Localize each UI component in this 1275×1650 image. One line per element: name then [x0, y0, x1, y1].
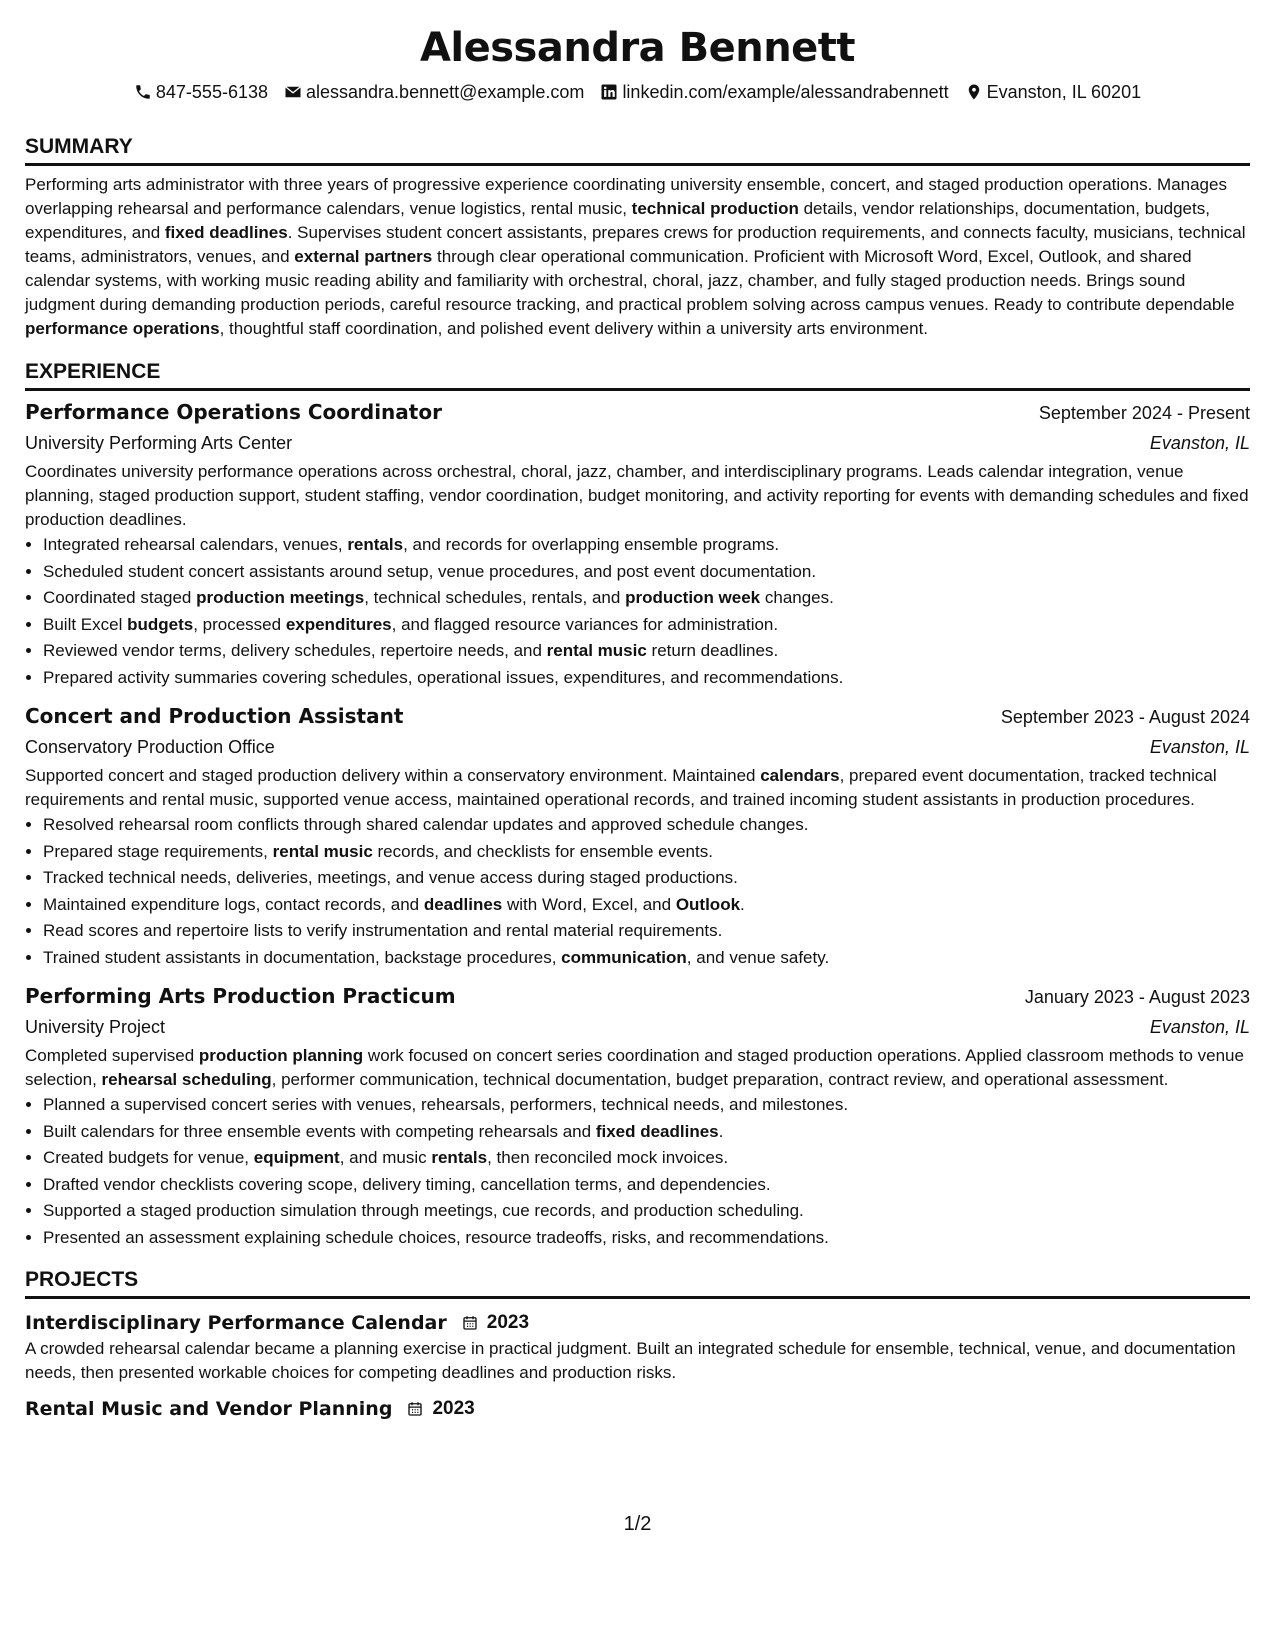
job-bullets — [25, 1092, 1250, 1251]
job-organization: Conservatory Production Office — [25, 737, 275, 757]
candidate-name: Alessandra Bennett — [419, 25, 856, 71]
experience-section — [25, 359, 1250, 1251]
job-dates: September 2024 - Present — [1038, 403, 1250, 423]
job-organization: University Project — [25, 1017, 166, 1037]
job-entry — [25, 701, 1250, 971]
resume-page — [25, 0, 1250, 1650]
envelope-icon — [284, 83, 302, 101]
list-item: • Built calendars for three ensemble events with competing rehearsals and fixed deadlines. — [43, 1119, 1250, 1146]
contact-email[interactable] — [284, 80, 584, 104]
list-item: • Presented an assessment explaining schedule choices, resource tradeoffs, risks, and recommendations. — [43, 1225, 1250, 1252]
project-title: Rental Music and Vendor Planning — [25, 1398, 393, 1420]
project-description: A crowded rehearsal calendar became a planning exercise in practical judgment. Built an integrated schedule for ensemble, technical, venue, and documentation needs, then presented workable choices for competing deadlines and production risks. — [25, 1339, 1236, 1382]
calendar-icon — [461, 1314, 479, 1332]
list-item: • Reviewed vendor terms, delivery schedules, repertoire needs, and rental music return deadlines. — [43, 638, 1250, 665]
job-location: Evanston, IL — [1149, 1017, 1250, 1037]
summary-text: Performing arts administrator with three years of progressive experience coordinating university ensemble, concert, and staged production operations. Manages overlapping rehearsal and performance calendars, venue logistics, rental music, technical production details, vendor relationships, documentation, budgets, expenditures, and fixed deadlines. Supervises student concert assistants, prepares crews for production requirements, and connects faculty, musicians, technical teams, administrators, venues, and external partners through clear operational communication. Proficient with Microsoft Word, Excel, Outlook, and shared calendar systems, with working music reading ability and familiarity with orchestral, choral, jazz, chamber, and fully staged production needs. Brings sound judgment during demanding production periods, careful resource tracking, and practical problem solving across campus venues. Ready to contribute dependable performance operations, thoughtful staff coordination, and polished event delivery within a university arts environment. — [25, 175, 1246, 338]
location-text: Evanston, IL 60201 — [986, 82, 1142, 102]
job-title: Concert and Production Assistant — [25, 704, 404, 728]
list-item: • Coordinated staged production meetings, technical schedules, rentals, and production week changes. — [43, 585, 1250, 612]
list-item: • Trained student assistants in documentation, backstage procedures, communication, and venue safety. — [43, 945, 1250, 972]
job-entry — [25, 981, 1250, 1251]
projects-heading: PROJECTS — [25, 1267, 1250, 1299]
summary-heading: SUMMARY — [25, 134, 1250, 166]
job-entry — [25, 397, 1250, 691]
job-location: Evanston, IL — [1149, 737, 1250, 757]
job-dates: January 2023 - August 2023 — [1024, 987, 1250, 1007]
phone-text: 847-555-6138 — [155, 82, 268, 102]
contact-phone — [134, 80, 268, 104]
list-item: • Planned a supervised concert series with venues, rehearsals, performers, technical needs, and milestones. — [43, 1092, 1250, 1119]
list-item: • Drafted vendor checklists covering scope, delivery timing, cancellation terms, and dependencies. — [43, 1172, 1250, 1199]
project-header — [25, 1395, 1250, 1423]
phone-icon — [134, 83, 152, 101]
list-item: • Prepared stage requirements, rental music records, and checklists for ensemble events. — [43, 839, 1250, 866]
list-item: • Supported a staged production simulation through meetings, cue records, and production scheduling. — [43, 1198, 1250, 1225]
contact-linkedin[interactable] — [600, 80, 948, 104]
project-header — [25, 1309, 1250, 1337]
job-title: Performing Arts Production Practicum — [25, 984, 456, 1008]
calendar-icon — [406, 1400, 424, 1418]
page-number: 1/2 — [623, 1513, 652, 1535]
job-organization: University Performing Arts Center — [25, 433, 293, 453]
map-pin-icon — [965, 83, 983, 101]
list-item: • Integrated rehearsal calendars, venues, rentals, and records for overlapping ensemble programs. — [43, 532, 1250, 559]
experience-heading: EXPERIENCE — [25, 359, 1250, 391]
list-item: • Maintained expenditure logs, contact records, and deadlines with Word, Excel, and Outlook. — [43, 892, 1250, 919]
contact-location — [965, 80, 1141, 104]
job-description: Coordinates university performance operations across orchestral, choral, jazz, chamber, and interdisciplinary programs. Leads calendar integration, venue planning, staged production support, student staffing, vendor coordination, budget monitoring, and activity reporting for events with demanding schedules and fixed production deadlines. — [25, 462, 1249, 529]
list-item: • Built Excel budgets, processed expenditures, and flagged resource variances for administration. — [43, 612, 1250, 639]
project-title: Interdisciplinary Performance Calendar — [25, 1312, 447, 1334]
list-item: • Tracked technical needs, deliveries, meetings, and venue access during staged productions. — [43, 865, 1250, 892]
job-location: Evanston, IL — [1149, 433, 1250, 453]
project-year: 2023 — [486, 1312, 530, 1333]
linkedin-text[interactable]: linkedin.com/example/alessandrabennett — [622, 82, 949, 102]
email-text[interactable]: alessandra.bennett@example.com — [306, 82, 585, 102]
job-bullets — [25, 532, 1250, 691]
job-description: Completed supervised production planning work focused on concert series coordination and staged production operations. Applied classroom methods to venue selection, rehearsal scheduling, performer communication, technical documentation, budget preparation, contract review, and operational assessment. — [25, 1046, 1244, 1089]
list-item: • Resolved rehearsal room conflicts through shared calendar updates and approved schedule changes. — [43, 812, 1250, 839]
contact-bar — [25, 80, 1250, 104]
job-description: Supported concert and staged production delivery within a conservatory environment. Maintained calendars, prepared event documentation, tracked technical requirements and rental music, supported venue access, maintained operational records, and trained incoming student assistants in production procedures. — [25, 766, 1217, 809]
job-dates: September 2023 - August 2024 — [1000, 707, 1250, 727]
job-title: Performance Operations Coordinator — [25, 400, 442, 424]
summary-section — [25, 134, 1250, 341]
list-item: • Read scores and repertoire lists to verify instrumentation and rental material requirements. — [43, 918, 1250, 945]
projects-section — [25, 1267, 1250, 1423]
job-bullets — [25, 812, 1250, 971]
list-item: • Created budgets for venue, equipment, and music rentals, then reconciled mock invoices. — [43, 1145, 1250, 1172]
list-item: • Prepared activity summaries covering schedules, operational issues, expenditures, and recommendations. — [43, 665, 1250, 692]
project-year: 2023 — [432, 1398, 475, 1419]
list-item: • Scheduled student concert assistants around setup, venue procedures, and post event documentation. — [43, 559, 1250, 586]
linkedin-icon — [600, 83, 618, 101]
